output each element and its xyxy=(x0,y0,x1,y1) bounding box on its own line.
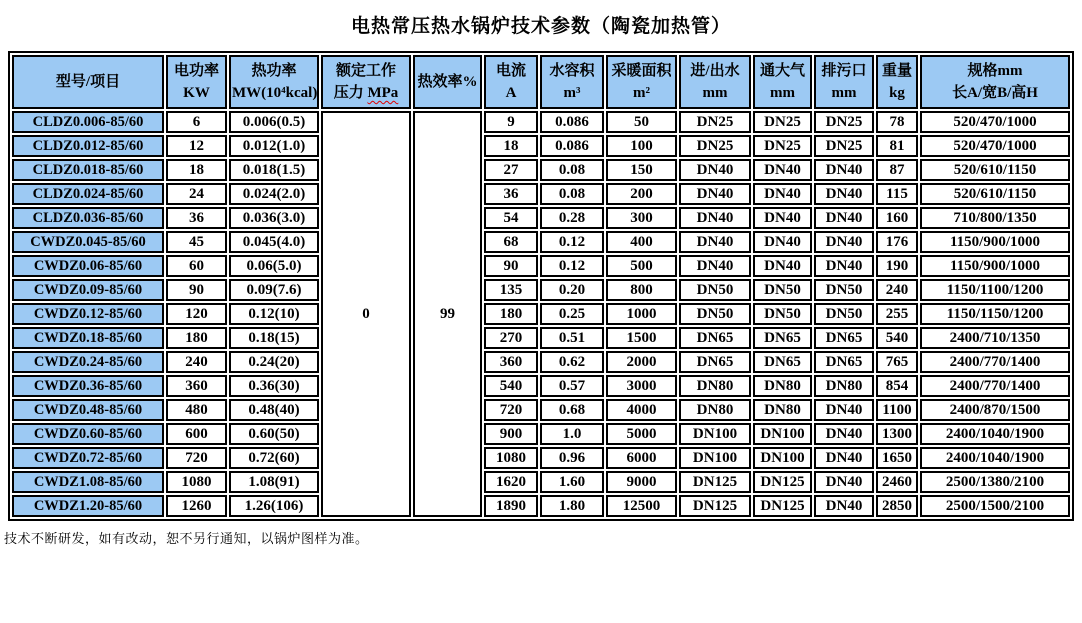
inlet-outlet-cell: DN100 xyxy=(679,423,751,445)
col-header-drain: 排污口 mm xyxy=(814,55,874,109)
power-mw-cell: 1.08(91) xyxy=(229,471,319,493)
power-kw-cell: 12 xyxy=(166,135,227,157)
inlet-outlet-cell: DN50 xyxy=(679,303,751,325)
drain-cell: DN25 xyxy=(814,111,874,133)
model-cell: CWDZ0.06-85/60 xyxy=(12,255,164,277)
col-header-pressure: 额定工作 压力 MPa xyxy=(321,55,411,109)
power-mw-cell: 0.60(50) xyxy=(229,423,319,445)
drain-cell: DN65 xyxy=(814,327,874,349)
inlet-outlet-cell: DN25 xyxy=(679,111,751,133)
power-kw-cell: 180 xyxy=(166,327,227,349)
power-kw-cell: 60 xyxy=(166,255,227,277)
page-title: 电热常压热水锅炉技术参数（陶瓷加热管） xyxy=(350,16,731,37)
model-cell: CWDZ0.12-85/60 xyxy=(12,303,164,325)
volume-cell: 1.0 xyxy=(540,423,604,445)
power-mw-cell: 0.06(5.0) xyxy=(229,255,319,277)
table-row xyxy=(12,279,1070,301)
header-row xyxy=(12,55,1070,109)
weight-cell: 765 xyxy=(876,351,918,373)
power-mw-cell: 0.48(40) xyxy=(229,399,319,421)
power-mw-cell: 0.012(1.0) xyxy=(229,135,319,157)
drain-cell: DN50 xyxy=(814,303,874,325)
model-cell: CWDZ0.09-85/60 xyxy=(12,279,164,301)
power-mw-cell: 0.18(15) xyxy=(229,327,319,349)
dimensions-cell: 520/610/1150 xyxy=(920,159,1070,181)
area-cell: 400 xyxy=(606,231,677,253)
power-kw-cell: 6 xyxy=(166,111,227,133)
power-mw-cell: 1.26(106) xyxy=(229,495,319,517)
area-cell: 1000 xyxy=(606,303,677,325)
drain-cell: DN40 xyxy=(814,423,874,445)
dimensions-cell: 2400/770/1400 xyxy=(920,375,1070,397)
weight-cell: 78 xyxy=(876,111,918,133)
col-header-model: 型号/项目 xyxy=(12,55,164,109)
area-cell: 100 xyxy=(606,135,677,157)
model-cell: CWDZ0.72-85/60 xyxy=(12,447,164,469)
col-header-power-mw: 热功率 MW(10⁴kcal) xyxy=(229,55,319,109)
model-cell: CWDZ0.045-85/60 xyxy=(12,231,164,253)
power-kw-cell: 45 xyxy=(166,231,227,253)
power-mw-cell: 0.024(2.0) xyxy=(229,183,319,205)
drain-cell: DN40 xyxy=(814,447,874,469)
area-cell: 9000 xyxy=(606,471,677,493)
col-header-power-kw: 电功率 KW xyxy=(166,55,227,109)
weight-cell: 1100 xyxy=(876,399,918,421)
col-header-current: 电流 A xyxy=(484,55,538,109)
dimensions-cell: 2400/1040/1900 xyxy=(920,423,1070,445)
model-cell: CLDZ0.036-85/60 xyxy=(12,207,164,229)
drain-cell: DN40 xyxy=(814,495,874,517)
table-row xyxy=(12,375,1070,397)
efficiency-merged-cell: 99 xyxy=(413,111,482,517)
table-row xyxy=(12,303,1070,325)
model-cell: CWDZ1.20-85/60 xyxy=(12,495,164,517)
vent-cell: DN100 xyxy=(753,423,812,445)
weight-cell: 81 xyxy=(876,135,918,157)
power-mw-cell: 0.09(7.6) xyxy=(229,279,319,301)
model-cell: CWDZ0.24-85/60 xyxy=(12,351,164,373)
col-header-inlet-outlet: 进/出水 mm xyxy=(679,55,751,109)
power-mw-cell: 0.018(1.5) xyxy=(229,159,319,181)
weight-cell: 1650 xyxy=(876,447,918,469)
dimensions-cell: 2400/710/1350 xyxy=(920,327,1070,349)
model-cell: CWDZ0.60-85/60 xyxy=(12,423,164,445)
vent-cell: DN40 xyxy=(753,159,812,181)
boiler-spec-table xyxy=(8,51,1074,521)
power-kw-cell: 1260 xyxy=(166,495,227,517)
dimensions-cell: 1150/900/1000 xyxy=(920,255,1070,277)
weight-cell: 255 xyxy=(876,303,918,325)
inlet-outlet-cell: DN40 xyxy=(679,159,751,181)
inlet-outlet-cell: DN40 xyxy=(679,231,751,253)
dimensions-cell: 2500/1500/2100 xyxy=(920,495,1070,517)
power-mw-cell: 0.24(20) xyxy=(229,351,319,373)
inlet-outlet-cell: DN80 xyxy=(679,375,751,397)
dimensions-cell: 520/610/1150 xyxy=(920,183,1070,205)
power-kw-cell: 36 xyxy=(166,207,227,229)
inlet-outlet-cell: DN40 xyxy=(679,183,751,205)
dimensions-cell: 1150/1150/1200 xyxy=(920,303,1070,325)
drain-cell: DN40 xyxy=(814,207,874,229)
power-kw-cell: 120 xyxy=(166,303,227,325)
pressure-merged-cell: 0 xyxy=(321,111,411,517)
dimensions-cell: 520/470/1000 xyxy=(920,135,1070,157)
drain-cell: DN40 xyxy=(814,159,874,181)
volume-cell: 0.086 xyxy=(540,111,604,133)
col-header-volume: 水容积 m³ xyxy=(540,55,604,109)
disclaimer-note: 技术不断研发，如有改动，恕不另行通知，以锅炉图样为准。 xyxy=(4,531,369,546)
vent-cell: DN40 xyxy=(753,231,812,253)
power-kw-cell: 360 xyxy=(166,375,227,397)
current-cell: 68 xyxy=(484,231,538,253)
vent-cell: DN25 xyxy=(753,135,812,157)
table-row xyxy=(12,399,1070,421)
drain-cell: DN50 xyxy=(814,279,874,301)
weight-cell: 540 xyxy=(876,327,918,349)
vent-cell: DN50 xyxy=(753,303,812,325)
inlet-outlet-cell: DN65 xyxy=(679,351,751,373)
drain-cell: DN40 xyxy=(814,183,874,205)
area-cell: 1500 xyxy=(606,327,677,349)
vent-cell: DN40 xyxy=(753,255,812,277)
current-cell: 27 xyxy=(484,159,538,181)
model-cell: CWDZ1.08-85/60 xyxy=(12,471,164,493)
table-row xyxy=(12,135,1070,157)
table-row xyxy=(12,183,1070,205)
area-cell: 4000 xyxy=(606,399,677,421)
dimensions-cell: 2400/770/1400 xyxy=(920,351,1070,373)
current-cell: 1080 xyxy=(484,447,538,469)
dimensions-cell: 710/800/1350 xyxy=(920,207,1070,229)
power-kw-cell: 24 xyxy=(166,183,227,205)
weight-cell: 240 xyxy=(876,279,918,301)
power-mw-cell: 0.12(10) xyxy=(229,303,319,325)
dimensions-cell: 520/470/1000 xyxy=(920,111,1070,133)
dimensions-cell: 1150/1100/1200 xyxy=(920,279,1070,301)
power-kw-cell: 600 xyxy=(166,423,227,445)
volume-cell: 0.68 xyxy=(540,399,604,421)
inlet-outlet-cell: DN125 xyxy=(679,495,751,517)
weight-cell: 1300 xyxy=(876,423,918,445)
table-row xyxy=(12,495,1070,517)
weight-cell: 176 xyxy=(876,231,918,253)
area-cell: 12500 xyxy=(606,495,677,517)
volume-cell: 0.08 xyxy=(540,183,604,205)
area-cell: 800 xyxy=(606,279,677,301)
area-cell: 200 xyxy=(606,183,677,205)
volume-cell: 0.51 xyxy=(540,327,604,349)
area-cell: 300 xyxy=(606,207,677,229)
power-mw-cell: 0.72(60) xyxy=(229,447,319,469)
current-cell: 1620 xyxy=(484,471,538,493)
power-mw-cell: 0.036(3.0) xyxy=(229,207,319,229)
model-cell: CLDZ0.012-85/60 xyxy=(12,135,164,157)
weight-cell: 190 xyxy=(876,255,918,277)
current-cell: 720 xyxy=(484,399,538,421)
model-cell: CLDZ0.018-85/60 xyxy=(12,159,164,181)
drain-cell: DN40 xyxy=(814,471,874,493)
dimensions-cell: 2400/1040/1900 xyxy=(920,447,1070,469)
area-cell: 50 xyxy=(606,111,677,133)
volume-cell: 0.28 xyxy=(540,207,604,229)
model-cell: CLDZ0.024-85/60 xyxy=(12,183,164,205)
volume-cell: 0.086 xyxy=(540,135,604,157)
power-kw-cell: 720 xyxy=(166,447,227,469)
area-cell: 3000 xyxy=(606,375,677,397)
col-header-efficiency: 热效率% xyxy=(413,55,482,109)
weight-cell: 160 xyxy=(876,207,918,229)
current-cell: 18 xyxy=(484,135,538,157)
volume-cell: 0.12 xyxy=(540,255,604,277)
drain-cell: DN40 xyxy=(814,231,874,253)
current-cell: 54 xyxy=(484,207,538,229)
drain-cell: DN65 xyxy=(814,351,874,373)
weight-cell: 2850 xyxy=(876,495,918,517)
weight-cell: 115 xyxy=(876,183,918,205)
volume-cell: 0.12 xyxy=(540,231,604,253)
power-mw-cell: 0.045(4.0) xyxy=(229,231,319,253)
weight-cell: 854 xyxy=(876,375,918,397)
col-header-dimensions: 规格mm 长A/宽B/高H xyxy=(920,55,1070,109)
inlet-outlet-cell: DN40 xyxy=(679,255,751,277)
power-kw-cell: 90 xyxy=(166,279,227,301)
current-cell: 90 xyxy=(484,255,538,277)
model-cell: CLDZ0.006-85/60 xyxy=(12,111,164,133)
table-row xyxy=(12,231,1070,253)
drain-cell: DN80 xyxy=(814,375,874,397)
power-kw-cell: 240 xyxy=(166,351,227,373)
vent-cell: DN40 xyxy=(753,207,812,229)
weight-cell: 87 xyxy=(876,159,918,181)
vent-cell: DN100 xyxy=(753,447,812,469)
dimensions-cell: 2400/870/1500 xyxy=(920,399,1070,421)
table-row xyxy=(12,255,1070,277)
current-cell: 540 xyxy=(484,375,538,397)
inlet-outlet-cell: DN50 xyxy=(679,279,751,301)
area-cell: 150 xyxy=(606,159,677,181)
volume-cell: 1.80 xyxy=(540,495,604,517)
power-kw-cell: 18 xyxy=(166,159,227,181)
table-row xyxy=(12,423,1070,445)
volume-cell: 0.25 xyxy=(540,303,604,325)
volume-cell: 0.57 xyxy=(540,375,604,397)
vent-cell: DN65 xyxy=(753,351,812,373)
current-cell: 900 xyxy=(484,423,538,445)
current-cell: 135 xyxy=(484,279,538,301)
model-cell: CWDZ0.48-85/60 xyxy=(12,399,164,421)
model-cell: CWDZ0.36-85/60 xyxy=(12,375,164,397)
current-cell: 36 xyxy=(484,183,538,205)
current-cell: 180 xyxy=(484,303,538,325)
volume-cell: 0.20 xyxy=(540,279,604,301)
dimensions-cell: 2500/1380/2100 xyxy=(920,471,1070,493)
power-mw-cell: 0.36(30) xyxy=(229,375,319,397)
inlet-outlet-cell: DN40 xyxy=(679,207,751,229)
inlet-outlet-cell: DN65 xyxy=(679,327,751,349)
vent-cell: DN50 xyxy=(753,279,812,301)
current-cell: 270 xyxy=(484,327,538,349)
col-header-weight: 重量 kg xyxy=(876,55,918,109)
table-row xyxy=(12,327,1070,349)
area-cell: 2000 xyxy=(606,351,677,373)
volume-cell: 0.96 xyxy=(540,447,604,469)
drain-cell: DN40 xyxy=(814,399,874,421)
dimensions-cell: 1150/900/1000 xyxy=(920,231,1070,253)
model-cell: CWDZ0.18-85/60 xyxy=(12,327,164,349)
volume-cell: 0.62 xyxy=(540,351,604,373)
current-cell: 360 xyxy=(484,351,538,373)
power-kw-cell: 480 xyxy=(166,399,227,421)
vent-cell: DN65 xyxy=(753,327,812,349)
table-row xyxy=(12,207,1070,229)
current-cell: 1890 xyxy=(484,495,538,517)
vent-cell: DN40 xyxy=(753,183,812,205)
power-kw-cell: 1080 xyxy=(166,471,227,493)
vent-cell: DN80 xyxy=(753,375,812,397)
drain-cell: DN40 xyxy=(814,255,874,277)
table-row xyxy=(12,159,1070,181)
current-cell: 9 xyxy=(484,111,538,133)
volume-cell: 0.08 xyxy=(540,159,604,181)
misspelled-word: MPa xyxy=(367,85,399,101)
col-header-vent: 通大气 mm xyxy=(753,55,812,109)
table-row xyxy=(12,111,1070,133)
inlet-outlet-cell: DN25 xyxy=(679,135,751,157)
vent-cell: DN125 xyxy=(753,495,812,517)
volume-cell: 1.60 xyxy=(540,471,604,493)
vent-cell: DN80 xyxy=(753,399,812,421)
area-cell: 5000 xyxy=(606,423,677,445)
drain-cell: DN25 xyxy=(814,135,874,157)
area-cell: 6000 xyxy=(606,447,677,469)
vent-cell: DN125 xyxy=(753,471,812,493)
col-header-area: 采暖面积 m² xyxy=(606,55,677,109)
weight-cell: 2460 xyxy=(876,471,918,493)
vent-cell: DN25 xyxy=(753,111,812,133)
inlet-outlet-cell: DN100 xyxy=(679,447,751,469)
inlet-outlet-cell: DN125 xyxy=(679,471,751,493)
inlet-outlet-cell: DN80 xyxy=(679,399,751,421)
table-row xyxy=(12,471,1070,493)
table-row xyxy=(12,351,1070,373)
power-mw-cell: 0.006(0.5) xyxy=(229,111,319,133)
area-cell: 500 xyxy=(606,255,677,277)
table-row xyxy=(12,447,1070,469)
